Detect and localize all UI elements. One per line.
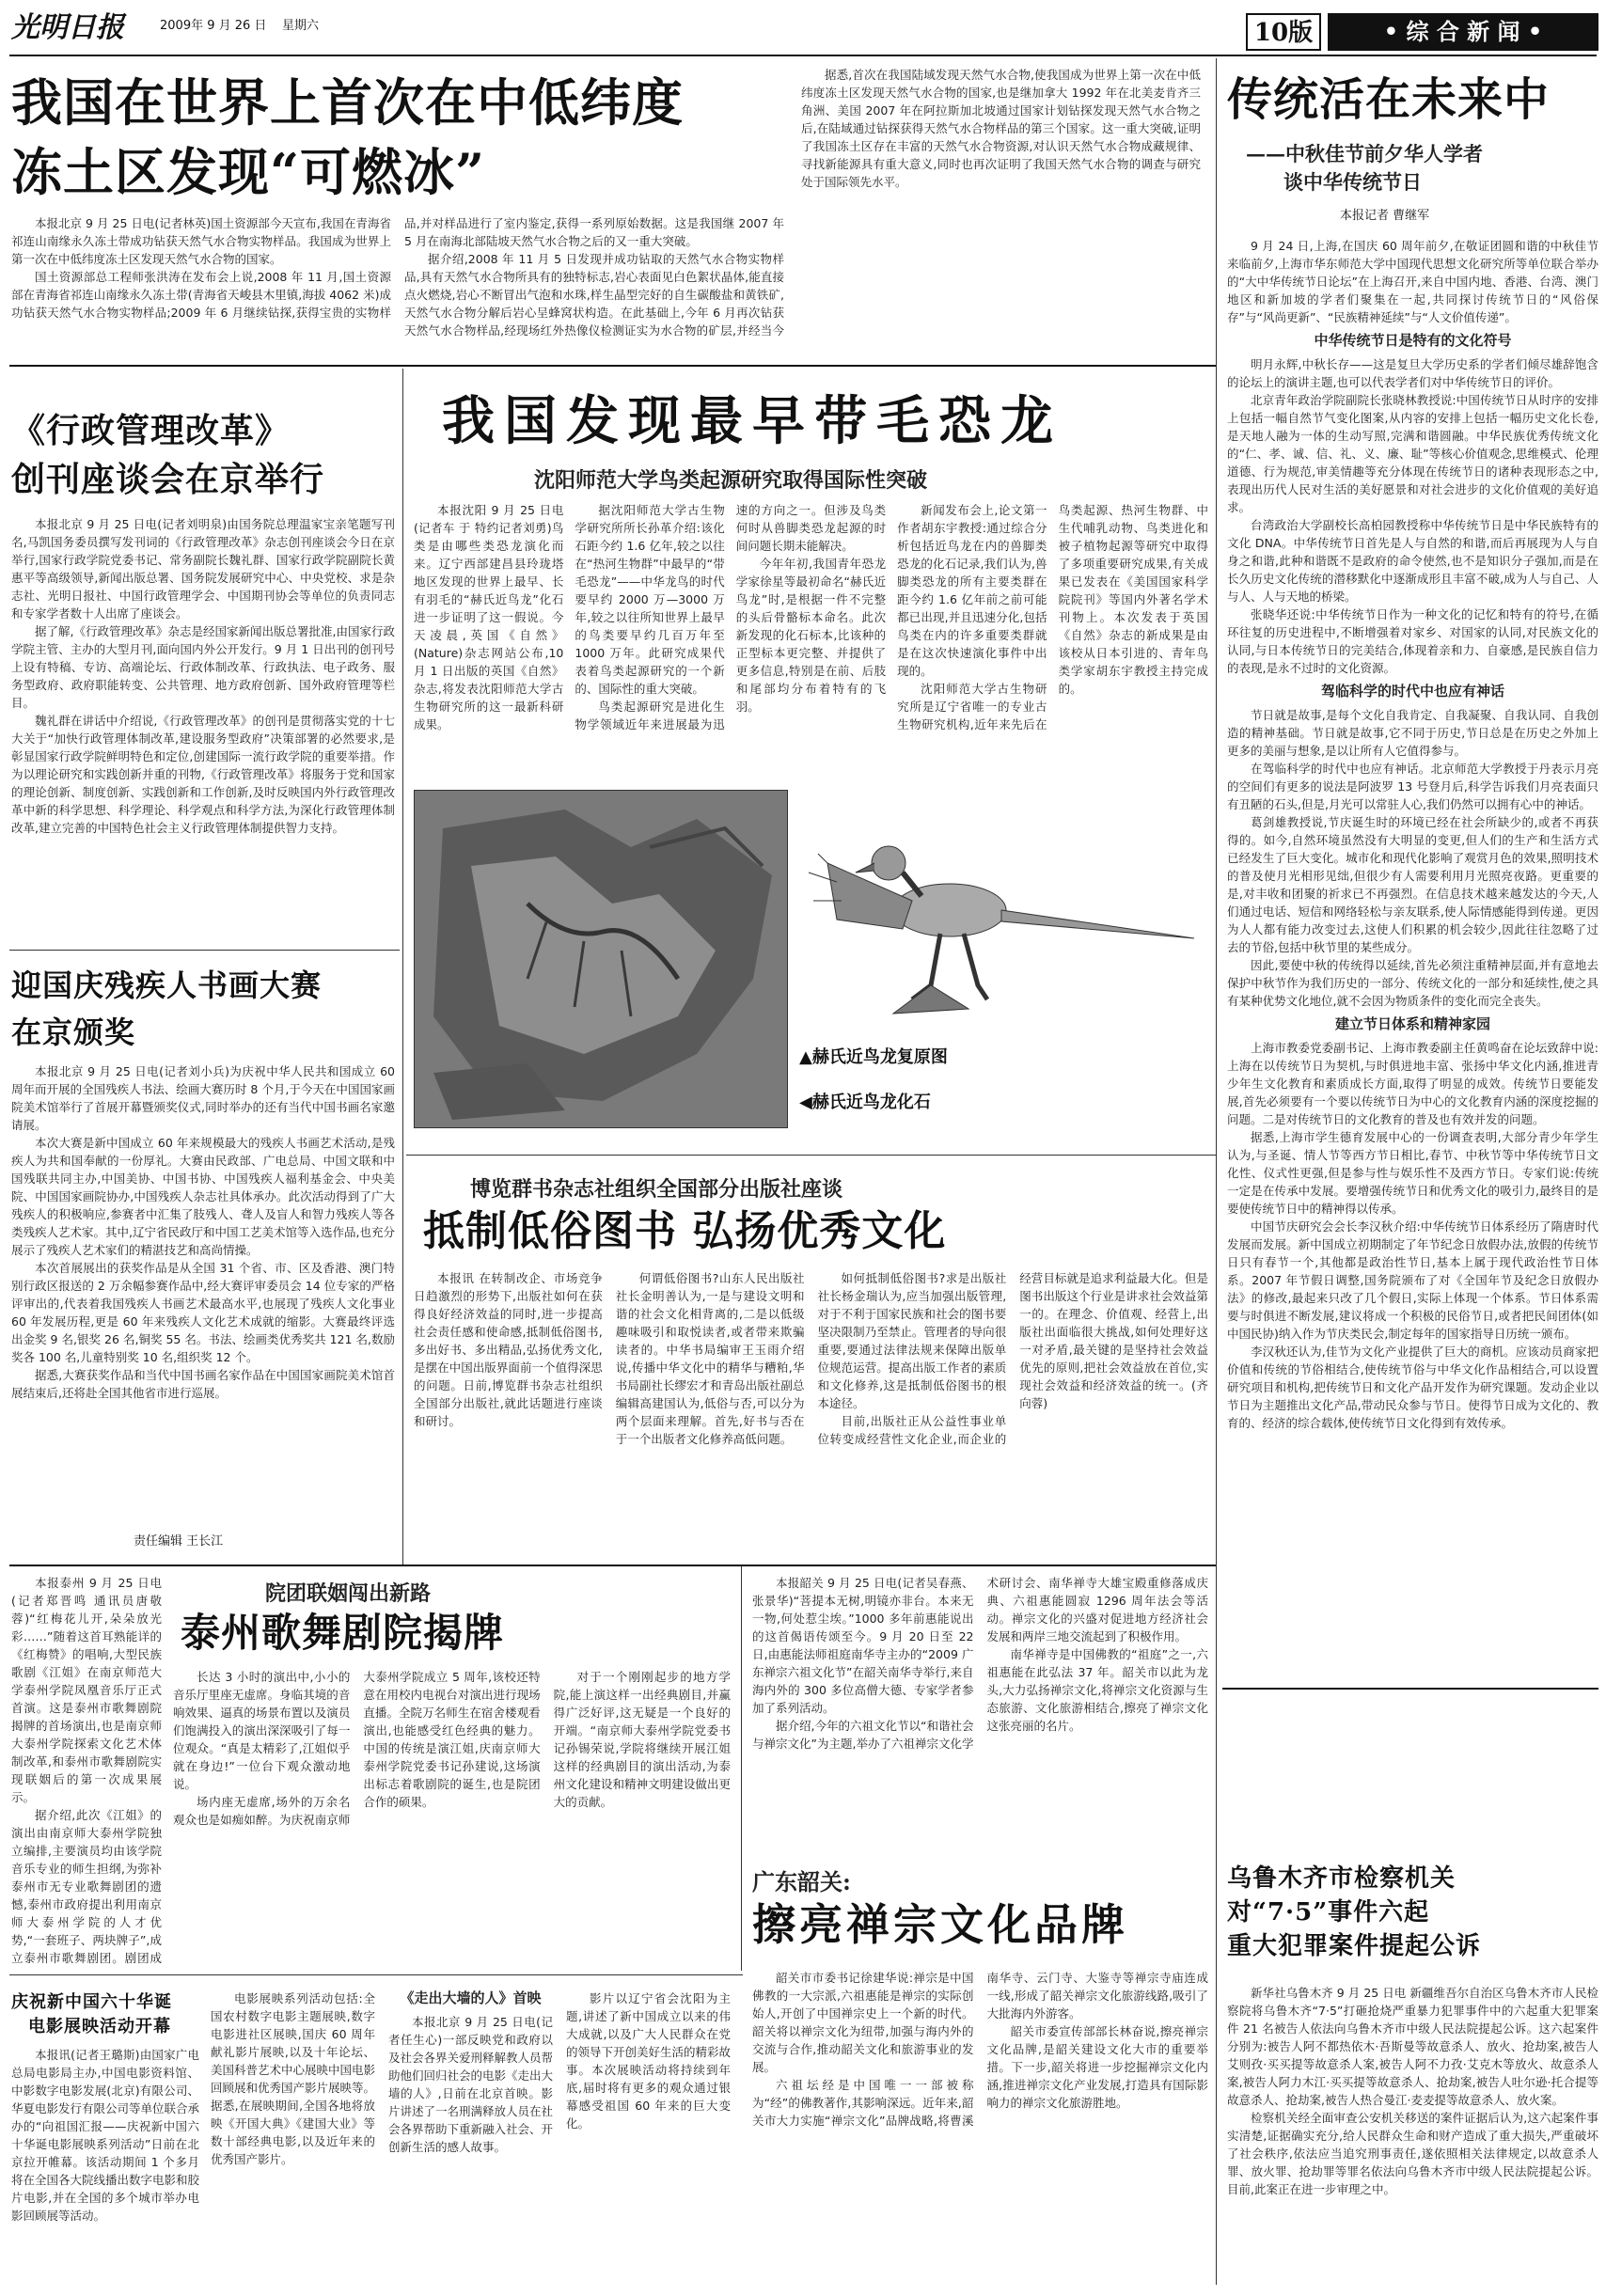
article-disabled-title1: 迎国庆残疾人书画大赛 (11, 967, 323, 1003)
article-guangdong-title: 擦亮禅宗文化品牌 (752, 1899, 1128, 1950)
article-dino-title: 我国发现最早带毛恐龙 (442, 390, 1063, 452)
article-admin-title2: 创刊座谈会在京举行 (11, 460, 325, 499)
article-dino-p1: 本报沈阳 9 月 25 日电(记者车 于 特约记者刘勇)鸟类是由哪些类恐龙演化而来。辽宁西部建昌县玲珑塔地区发现的世界上最早、长有羽毛的“赫氏近鸟龙”化石进一步证明了这一假说。今天凌晨,英国《自然》(Nature)杂志网站公布,10 月 1 日出版的英国《自然》杂志,将发表沈阳师范大学古生物研究所的这一最新科研成果。 (414, 503, 564, 731)
issue-date: 2009年 9 月 26 日 (160, 19, 267, 33)
article-urumqi-title1: 乌鲁木齐市检察机关 (1227, 1864, 1456, 1893)
article-disabled-editor: 责任编辑 王长江 (134, 1534, 224, 1549)
article-taizhou-p4: 场内座无虚席,场外的万余名观众也是如痴如醉。为庆祝南京师大泰州学院成立 5 周年,该校还特意在用校内电视台对演出进行现场直播。全院万名师生在宿舍楼观看演出,也能感受红色经典的魅力。中国的传统是演江姐,庆南京师大泰州学院党委书记孙建说,这场演出标志着歌剧院的诞生,也是院团合作的硕果。 (173, 1670, 541, 1827)
article-exhibit-p2: 电影展映系列活动包括:全国农村数字电影主题展映,数字电影进社区展映,国庆 60 周年献礼影片展映,以及十年论坛、美国科普艺术中心展映中国电影回顾展和优秀国产影片展映等。据悉,在展映期间,全国各地将放映《开国大典》《建国大业》等数十部经典电影,以及近年来的优秀国产影片。 (211, 1991, 376, 2166)
article-tradition-subtitle1: ——中秋佳节前夕华人学者 (1246, 142, 1483, 165)
article-dino-p4: 今年年初,我国青年恐龙学家徐星等最初命名“赫氏近鸟龙”时,是根据一件不完整的头后骨骼标本命名。此次新发现的化石标本,比该种的正型标本更完整、并提供了更多信息,特别是在前、后肢和尾部均分布着特有的飞羽。 (735, 557, 887, 714)
article-tradition-p2-4: 因此,要使中秋的传统得以延续,首先必须注重精神层面,并有意地去保护中秋节作为我们历史的一部分、传统文化的一部分和延续性,使之具有某种优势文化地位,就不会因为物质条件的变化而完全丧失。 (1227, 958, 1598, 1008)
article-disabled-title2: 在京颁奖 (11, 1014, 136, 1050)
article-guangdong-p2: 据介绍,今年的六祖文化节以“和谐社会与禅宗文化”为主题,举办了六祖禅宗文化学术研讨会、南华禅寺大雄宝殿重修落成庆典、六祖惠能圆寂 1296 周年法会等活动。禅宗文化的兴盛对促进地方经济社会发展和两岸三地交流起到了积极作用。 (752, 1576, 1208, 1751)
fossil-image (415, 791, 788, 1128)
article-admin-title1: 《行政管理改革》 (11, 411, 291, 450)
article-taizhou (11, 1574, 731, 1969)
article-admin-p2: 据了解,《行政管理改革》杂志是经国家新闻出版总署批准,由国家行政学院主管、主办的大型月刊,面向国内外公开发行。9 月 1 日出刊的创刊号上设有特稿、专访、高端论坛、行政体制改革、行政执法、电子政务、服务型政府、政府职能转变、公共管理、地方政府创新、国外政府管理等栏目。 (11, 624, 395, 710)
article-dino-p5: 新闻发布会上,论文第一作者胡东宇教授:通过综合分析包括近鸟龙在内的兽脚类恐龙的化石记录,我们认为,兽脚类恐龙的所有主要类群在距今约 1.6 亿年前之前可能都已出现,并且迅速分化,包括鸟类在内的许多重要类群就是在这次快速演化事件中出现的。 (897, 503, 1047, 678)
article-urumqi (1227, 1692, 1598, 2285)
section-label: • 综 合 新 闻 • (1328, 13, 1598, 51)
article-urumqi-p2: 检察机关经全面审查公安机关移送的案件证据后认为,这六起案件事实清楚,证据确实充分,给人民群众生命和财产造成了重大损失,严重破坏了社会秩序,依法应当追究刑事责任,遂依照相关法律规定,以故意杀人罪、放火罪、抢劫罪等罪名依法向乌鲁木齐市中级人民法院提起公诉。目前,此案正在进一步审理之中。 (1227, 2111, 1598, 2196)
article-exhibit-col1 (11, 2046, 199, 2281)
article-guangdong-kicker: 广东韶关: (752, 1868, 851, 1895)
article-exhibit-title1: 庆祝新中国六十华诞 (11, 1992, 172, 2012)
dinosaur-drawing (799, 797, 1204, 1032)
article-dino (414, 374, 1208, 1155)
article-tradition-subtitle2: 谈中华传统节日 (1283, 170, 1422, 194)
article-tradition-heading3: 建立节日体系和精神家园 (1334, 1015, 1490, 1032)
article-bolan-body (414, 1269, 1208, 1551)
article-tradition-p2-2: 在驾临科学的时代中也应有神话。北京师范大学教授于丹表示月亮的空间们有更多的说法是阿波罗 13 号登月后,科学告诉我们月亮表面只有丑陋的石头,但是,月光可以常驻人心,我们仍然可以拥有心中的神话。 (1227, 762, 1598, 811)
article-disabled-p3: 本次首展展出的获奖作品是从全国 31 个省、市、区及香港、澳门特别行政区报送的 2 万余幅参赛作品中,经大赛评审委员会 14 位专家的严格评审出的,代表着我国残疾人书画艺术最高水平,也展现了残疾人文化事业 60 年发展历程,更是 60 年来残疾人文化艺术成就的缩影。大赛最终评选出金奖 9 名,银奖 26 名,铜奖 55 名。书法、绘画类优秀奖共 121 名,数励奖各 100 名,儿童特别奖 10 名,组织奖 12 个。 (11, 1261, 395, 1364)
article-tradition-p2-1: 节日就是故事,是每个文化自我肯定、自我凝聚、自我认同、自我创造的精神基础。节日就是故事,它不同于历史,节日总是在历史之外加上更多的美丽与想象,是以让所有人它值得参与。 (1227, 708, 1598, 758)
article-guangdong (752, 1574, 1208, 2279)
article-tradition-body (1227, 237, 1598, 1675)
article-tradition-p3-4: 李汉秋还认为,佳节为文化产业提供了巨大的商机。应该动员商家把价值和传统的节俗相结合,使传统节俗与中华文化作品相结合,可以设置研究项目和机构,把传统节日和文化产品开发作为研究课题。发动企业以节日为主题推出文化产品,带动民众参与节日。使得节日成为文化的、教育的、经济的综合载体,使传统节日文化得到有效传承。 (1227, 1345, 1598, 1430)
article-tradition-heading1: 中华传统节日是特有的文化符号 (1314, 332, 1512, 349)
article-admin-p3: 魏礼群在讲话中介绍说,《行政管理改革》的创刊是贯彻落实党的十七大关于“加快行政管理体制改革,建设服务型政府”决策部署的必然要求,是彰显国家行政学院鲜明特色和定位,创建国际一流行政学院的重要举措。作为以理论研究和实践创新并重的刊物,《行政管理改革》将服务于党和国家的理论创新、制度创新、实践创新和工作创新,及时反映国内外行政管理改革中新的科学思想、科学理论、科学观点和科学方法,为深化行政管理体制改革,建立完善的中国特色社会主义行政管理体制提供智力支持。 (11, 714, 395, 835)
caption-reconstruction: ▲赫氏近鸟龙复原图 (799, 1047, 948, 1067)
article-tradition-p3-2: 据悉,上海市学生德育发展中心的一份调查表明,大部分青少年学生认为,与圣诞、情人节等西方节日相比,春节、中秋节等中华传统节日文化性、仪式性更强,但是参与性与娱乐性不及西方节日。专家们说:传统一定是在传承中发展。要增强传统节日和优秀文化的吸引力,最终目的是要使传统节日中的精神得以传承。 (1227, 1130, 1598, 1216)
article-exhibit-cols (211, 1989, 731, 2281)
article-disabled-p2: 本次大赛是新中国成立 60 年来规模最大的残疾人书画艺术活动,是残疾人为共和国奉献的一份厚礼。大赛由民政部、广电总局、中国文联和中国残联共同主办,中国美协、中国书协、中国残疾人福利基金会、中央美院、中国国家画院协办,中国残疾人杂志社具体承办。此次活动得到了广大残疾人的积极响应,参赛者中汇集了肢残人、聋人及盲人和智力残疾人等各类残疾人艺术家。其中,辽宁省民政厅和中国工艺美术馆等入选作品,也充分展示了残疾人艺术家们的精湛技艺和高尚情操。 (11, 1136, 395, 1257)
article-tradition (1227, 64, 1598, 1681)
article-ice-title-line1: 我国在世界上首次在中低纬度 (11, 72, 684, 133)
article-tradition-heading2: 驾临科学的时代中也应有神话 (1320, 683, 1504, 700)
article-urumqi-p1: 新华社乌鲁木齐 9 月 25 日电 新疆维吾尔自治区乌鲁木齐市人民检察院将乌鲁木齐“7·5”打砸抢烧严重暴力犯罪事件中的六起重大犯罪案件 21 名被告人依法向乌鲁木齐市中级人民法院提起公诉。这六起案件分别为:被告人阿不都热依木·吾斯曼等故意杀人、放火、抢劫案,被告人艾则孜·买买提等故意杀人案,被告人阿不力孜·艾克木等放火、故意杀人案,被告人阿力木江·买买提等故意杀人、抢劫案,被告人吐尔逊·托合提等故意杀人、抢劫案,被告人热合曼江·麦麦提等故意杀人、放火案。 (1227, 1986, 1598, 2107)
article-dino-body (414, 501, 1208, 783)
article-ice-title-line2: 冻土区发现“可燃冰” (11, 142, 486, 202)
article-admin (11, 374, 395, 948)
article-taizhou-kicker: 院团联姻闯出新路 (265, 1581, 432, 1606)
article-tradition-p1-4: 张晓华还说:中华传统节日作为一种文化的记忆和特有的符号,在循环往复的历史进程中,不断增强着对家乡、对国家的认同,对民族文化的认同,与日本传统节日的完美结合,体现着亲和力、自豪感,是民族自信力的表现,是永不过时的文化资源。 (1227, 607, 1598, 675)
article-taizhou-p5: 对于一个刚刚起步的地方学院,能上演这样一出经典剧目,并赢得广泛好评,这无疑是一个良好的开端。“南京师大泰州学院党委书记孙锡荣说,学院将继续开展江姐这样的经典剧目的演出活动,为泰州文化建设和精神文明建设做出更大的贡献。 (553, 1670, 731, 1809)
article-bolan (414, 1164, 1208, 1559)
article-guangdong-p1: 本报韶关 9 月 25 日电(记者吴春燕、张景华)“菩提本无树,明镜亦非台。本来无一物,何处惹尘埃。”1000 多年前惠能说出的这首偈语传颂至今。9 月 20 日至 22 日,由惠能法师祖庭南华寺主办的“2009 广东禅宗六祖文化节”在韶关南华寺举行,来自海内外的 300 多位高僧大德、专家学者参加了系列活动。 (752, 1576, 974, 1715)
article-taizhou-col1 (11, 1574, 162, 1967)
article-dino-p6: 沈阳师范大学古生物研究所是辽宁省唯一的专业古生物研究机构,近年来先后在鸟类起源、热河生物群、中生代哺乳动物、鸟类进化和被子植物起源等研究中取得了多项重要研究成果,有关成果已发表在《美国国家科学院院刊》等国内外著名学术刊物上。本次发表于英国《自然》杂志的新成果是由该校从日本引进的、青年鸟类学家胡东宇教授主持完成的。 (897, 503, 1208, 731)
article-guangdong-p6: 韶关市委宣传部部长林奋说,擦亮禅宗文化品牌,是韶关建设文化大市的重要举措。下一步,韶关将进一步挖掘禅宗文化内涵,推进禅宗文化产业发展,打造具有国际影响力的禅宗文化旅游胜地。 (986, 2024, 1208, 2110)
article-dino-p2: 据沈阳师范大学古生物学研究所所长孙革介绍:该化石距今约 1.6 亿年,较之以往在“热河生物群”中最早的“带毛恐龙”——中华龙鸟的时代要早约 2000 万—3000 万年,较之以往所知世界上最早的鸟类要早约几百万年至 1000 万年。此研究成果代表着鸟类起源研究的一个新的、国际性的重大突破。 (575, 503, 725, 696)
article-guangdong-p3: 南华禅寺是中国佛教的“祖庭”之一,六祖惠能在此弘法 37 年。韶关市以此为龙头,大力弘扬禅宗文化,将禅宗文化资源与生态旅游、文化旅游相结合,擦亮了禅宗文化这张亮丽的名片。 (986, 1647, 1208, 1733)
article-exhibit-p1: 本报讯(记者王璐斯)由国家广电总局电影局主办,中国电影资料馆、中影数字电影发展(北京)有限公司、华夏电影发行有限公司等单位联合承办的“向祖国汇报——庆祝新中国六十华诞电影展映系列活动”日前在北京拉开帷幕。该活动期间 1 个多月将在全国各大院线播出数字电影和胶片电影,并在全国的多个城市举办电影回顾展等活动。 (11, 2048, 199, 2223)
article-tradition-byline: 本报记者 曹继军 (1340, 209, 1430, 223)
reconstruction-drawing (799, 797, 1204, 1032)
article-taizhou-p3: 长达 3 小时的演出中,小小的音乐厅里座无虚席。身临其境的音响效果、逼真的场景布置以及演员们饱满投入的演出深深吸引了每一位观众。“真是太精彩了,江姐似乎就在身边!”一位台下观众激动地说。 (173, 1670, 351, 1791)
article-disabled-p1: 本报北京 9 月 25 日电(记者刘小兵)为庆祝中华人民共和国成立 60 周年而开展的全国残疾人书法、绘画大赛历时 8 个月,于今天在中国国家画院美术馆举行了首展开幕暨颁奖仪式,同时举办的还有当代中国书画名家邀请展。 (11, 1064, 395, 1132)
masthead (0, 0, 1606, 56)
article-guangdong-top (752, 1574, 1208, 1856)
article-tradition-intro: 9 月 24 日,上海,在国庆 60 周年前夕,在敬证团圆和谐的中秋佳节来临前夕,上海市华东师范大学中国现代思想文化研究所等单位联合举办的“大中华传统节日论坛”在上海召开,来自中国内地、香港、台湾、澳门地区和新加坡的学者们聚集在一起,共同探讨传统节日的“风俗保存”与“风尚更新”、“民族精神延续”与“人文价值传递”。 (1227, 239, 1598, 324)
article-ice-p2: 国土资源部总工程师张洪涛在发布会上说,2008 年 11 月,国土资源部在青海省祁连山南缘永久冻土带(青海省天峻县木里镇,海拔 4062 米)成功钻获天然气水合物实物样品;2009 年 6 月继续钻探,获得宝贵的实物样品,并对样品进行了室内鉴定,获得一系列原始数据。这是我国继 2007 年 5 月在南海北部陆坡天然气水合物之后的又一重大突破。 (11, 216, 784, 320)
fossil-photo (414, 790, 788, 1128)
article-ice-p1: 本报北京 9 月 25 日电(记者林英)国土资源部今天宣布,我国在青海省祁连山南缘永久冻土带成功钻获天然气水合物实物样品。我国成为世界上第一次在中低纬度冻土区发现天然气水合物的国家。 (11, 216, 391, 266)
article-ice-body-left (11, 214, 784, 352)
article-guangdong-bottom (752, 1969, 1208, 2277)
article-bolan-p2: 何谓低俗图书?山东人民出版社社长金明善认为,一是与建设文明和谐的社会文化相背离的,二是以低级趣味吸引和取悦读者,或者带来欺骗读者的。中华书局编审王玉雨介绍说,传播中华文化中的精华与糟粕,华书局副社长缪宏才和青岛出版社副总编辑高建国认为,低俗与否,可以分为两个层面来理解。首先,好书与否在于一个出版者文化修养高低问题。 (615, 1271, 805, 1446)
article-disabled-p4: 据悉,大赛获奖作品和当代中国书画名家作品在中国国家画院美术馆首展结束后,还将赴全国其他省市进行巡展。 (11, 1368, 395, 1400)
article-taizhou-p2: 据介绍,此次《江姐》的演出由南京师大泰州学院独立编排,主要演员均由该学院音乐专业的师生担纲,为弥补泰州市无专业歌舞剧团的遗憾,泰州市政府提出利用南京师大泰州学院的人才优势,“一套班子、两块牌子”,成立泰州市歌舞剧团。剧团成 (11, 1808, 162, 1965)
article-urumqi-title3: 重大犯罪案件提起公诉 (1227, 1932, 1482, 1960)
newspaper-logo: 光明日报 (11, 11, 124, 44)
article-admin-p1: 本报北京 9 月 25 日电(记者刘明泉)由国务院总理温家宝亲笔题写刊名,马凯国务委员撰写发刊词的《行政管理改革》杂志创刊座谈会今日在京举行,国家行政学院党委书记、常务副院长魏礼群、国家行政学院副院长黄惠平等高级领导,新闻出版总署、国务院发展研究中心、中央党校、求是杂志社、光明日报社、中国行政管理学会、中国期刊协会等单位的负责同志和专家学者数十人出席了座谈会。 (11, 517, 395, 621)
article-urumqi-body (1227, 1984, 1598, 2283)
article-ice (11, 66, 1201, 357)
article-taizhou-p1: 本报泰州 9 月 25 日电(记者郑晋鸣 通讯员唐敬蓉)“红梅花儿开,朵朵放光彩……”随着这首耳熟能详的《红梅赞》的唱响,大型民族歌剧《江姐》在南京师范大学泰州学院凤凰音乐厅正式首演。这是泰州市歌舞剧院揭牌的首场演出,也是南京师大泰州学院探索文化艺术体制改革,和泰州市歌舞剧院实现联姻后的第一次成果展示。 (11, 1576, 162, 1804)
article-tradition-p3-3: 中国节庆研究会会长李汉秋介绍:中华传统节日体系经历了隋唐时代发展而发展。新中国成立初期制定了年节纪念日放假办法,放假的传统节日只有春节一个,其他都是政治性节日,基本上属于现代政治性节日体系。2007 年节假日调整,国务院颁布了对《全国年节及纪念日放假办法》的修改,最起来只改了几个假日,实际上体现一个体系。节日体系需要与时俱进不断发展,建议将成一个积极的民俗节日,或者把民间团体(如中国民协)纳入作为节庆类民会,制定每年的国家指导日历统一颁布。 (1227, 1219, 1598, 1341)
article-ice-p3: 据介绍,2008 年 11 月 5 日发现并成功钻取的天然气水合物实物样品,具有天然气水合物所具有的独特标志,岩心表面见白色絮状晶体,能直接点火燃烧,岩心不断冒出气泡和水珠,样生晶型完好的自生碳酸盐和黄铁矿,天然气水合物分解后岩心呈蜂窝状构造。在此基础上,今年 6 月再次钻获天然气水合物样品,经现场红外热像仪检测证实为水合物的矿层,并经当今 (404, 252, 784, 338)
article-dino-p3: 鸟类起源研究是进化生物学领域近年来进展最为迅速的方向之一。但涉及鸟类何时从兽脚类恐龙起源的时间问题长期未能解决。 (575, 503, 887, 731)
issue-weekday: 星期六 (282, 19, 320, 33)
article-guangdong-p4: 韶关市市委书记徐建华说:禅宗是中国佛教的一大宗派,六祖惠能是禅宗的实际创始人,开创了中国禅宗史上一个新的时代。韶关将以禅宗文化为纽带,加强与海内外的交流与合作,推动韶关文化和旅游事业的发展。 (752, 1971, 974, 2074)
article-tradition-p1-1: 明月永辉,中秋长存——这是复旦大学历史系的学者们倾尽雄辞饱含的论坛上的演讲主题,也可以代表学者们对中华传统节日的评价。 (1227, 357, 1598, 389)
article-dino-subtitle: 沈阳师范大学鸟类起源研究取得国际性突破 (534, 468, 928, 493)
article-bolan-p3: 如何抵制低俗图书?求是出版社社长杨金瑞认为,应当加强出版管理,对于不利于国家民族和社会的图书要坚决限制乃至禁止。管理者的导向很重要,要通过法律法规来保障出版单位规范运营。提高出版工作者的素质和文化修养,这是抵制低俗图书的根本途径。 (817, 1271, 1007, 1410)
article-bolan-p1: 本报讯 在转制改企、市场竞争日趋激烈的形势下,出版社如何在获得良好经济效益的同时,进一步提高社会责任感和使命感,抵制低俗图书,多出好书、多出精品,弘扬优秀文化,是摆在中国出版界面前一个值得深思的问题。日前,博览群书杂志社组织全国部分出版社,就此话题进行座谈和研讨。 (414, 1271, 603, 1428)
article-guangdong-p5: 六祖坛经是中国唯一一部被称为“经”的佛教著作,其影响深远。近年来,韶关市大力实施“禅宗文化”品牌战略,将曹溪南华寺、云门寺、大鉴寺等禅宗寺庙连成一线,形成了韶关禅宗文化旅游线路,吸引了大批海内外游客。 (752, 1971, 1208, 2128)
article-tradition-p1-2: 北京青年政治学院副院长张晓林教授说:中国传统节日从时序的安排上包括一幅自然节气变化图案,从内容的安排上包括一幅历史文化长卷,是天地人融为一体的生动写照,完满和谐圆融。中华民族优秀传统文化的“仁、孝、诚、信、礼、义、廉、耻”等核心价值观念,思维模式、伦理道德、行为规范,审美情趣等充分体现在传统节日的诸种表现形态之中,表现出历代人民对生活的美好愿景和对社会进步的文化价值观的美好追求。 (1227, 393, 1598, 514)
article-tradition-p3-1: 上海市教委党委副书记、上海市教委副主任黄鸣奋在论坛致辞中说:上海在以传统节日为契机,与时俱进地丰富、张扬中华文化内涵,推进青少年生文化教育和素质成长方面,取得了明显的成效。传统节日要能发展,首先必须要有一个要以传统节日为中心的文化教育内涵的深度挖掘的问题。二是对传统节日的文化教育的普及也有效并发的问题。 (1227, 1041, 1598, 1126)
article-exhibit (11, 1984, 731, 2285)
article-bolan-kicker: 博览群书杂志社组织全国部分出版社座谈 (470, 1177, 843, 1202)
caption-fossil: ◀赫氏近鸟龙化石 (799, 1093, 931, 1112)
article-ice-p4: 据悉,首次在我国陆域发现天然气水合物,使我国成为世界上第一次在中低纬度冻土区发现天然气水合物的国家,也是继加拿大 1992 年在北美麦肯齐三角洲、美国 2007 年在阿拉斯加北坡通过国家计划钻探发现天然气水合物之后,在陆域通过钻探获得天然气水合物样品的第三个国家。这一重大突破,证明了我国冻土区存在丰富的天然气水合物资源,对认识天然气水合物成藏规律、寻找新能源具有重大意义,同时也再次证明了我国天然气水合物的调查与研究处于国际领先水平。 (801, 68, 1201, 189)
page-number (1246, 13, 1321, 51)
article-taizhou-cols (173, 1668, 731, 1967)
article-tradition-p2-3: 葛剑雄教授说,节庆诞生时的环境已经在社会所缺少的,或者不再获得的。如今,自然环境虽然没有大明显的变更,但人们的生产和生活方式已经发生了巨大变化。城市化和现代化影响了观赏月色的效果,照明技术的普及使月光相形见绌,但很少有人需要利用月光照亮夜路。更重要的是,对丰收和团聚的祈求已不再强烈。在信息技术越来越发达的今天,人们通过电话、短信和网络轻松与亲友联系,使人际情感能得到传递。更因为人人都有能力改变过去,这使人们积累的机会较少,因此往往忽略了过去的节俗,包括中秋节里的某些成分。 (1227, 815, 1598, 954)
article-ice-body-right (801, 66, 1201, 352)
article-exhibit-p3: 影片以辽宁省会沈阳为主题,讲述了新中国成立以来的伟大成就,以及广大人民群众在党的领导下开创美好生活的精彩故事。本次展映活动将持续到年底,届时将有更多的观众通过银幕感受祖国 60 年来的巨大变化。 (566, 1991, 731, 2131)
article-disabled-body (11, 1062, 395, 1523)
article-disabled (11, 957, 395, 1559)
article-urumqi-title2: 对“7·5”事件六起 (1227, 1898, 1430, 1926)
page-number-text: 10版 (1253, 19, 1314, 47)
article-admin-body (11, 515, 395, 943)
article-tradition-title: 传统活在未来中 (1227, 73, 1551, 126)
article-exhibit-subtitle: 《走出大墙的人》首映 (400, 1989, 542, 2006)
article-exhibit-subbody: 本报北京 9 月 25 日电(记者任生心)一部反映党和政府以及社会各界关爱刑释解教人员帮助他们回归社会的电影《走出大墙的人》,日前在北京首映。影片讲述了一名刑满释放人员在社会各界帮助下重新融入社会、开创新生活的感人故事。 (388, 2015, 554, 2154)
article-bolan-title: 抵制低俗图书 弘扬优秀文化 (423, 1207, 947, 1255)
article-tradition-p1-3: 台湾政治大学副校长高柏园教授称中华传统节日是中华民族特有的文化 DNA。中华传统节日首先是人与自然的和谐,而后再展现为人与自身之和谐,此种和谐既不是政府的命令使然,也不是知识分子强加,而是在长久历史文化传统的潜移默化中逐渐成形且丰富不破,成为人与自己、人与人、人与天地的桥梁。 (1227, 518, 1598, 604)
article-bolan-p4: 目前,出版社正从公益性事业单位转变成经营性文化企业,而企业的经营目标就是追求利益最大化。但是图书出版这个行业是讲求社会效益第一的。在理念、价值观、经营上,出版社出面临很大挑战,如何处理好这一对矛盾,最关键的是坚持社会效益优先的原则,把社会效益放在首位,实现社会效益和经济效益的统一。(齐向蓉) (817, 1271, 1208, 1446)
article-exhibit-title2: 电影展映活动开幕 (28, 2017, 171, 2037)
article-taizhou-title: 泰州歌舞剧院揭牌 (181, 1610, 505, 1656)
